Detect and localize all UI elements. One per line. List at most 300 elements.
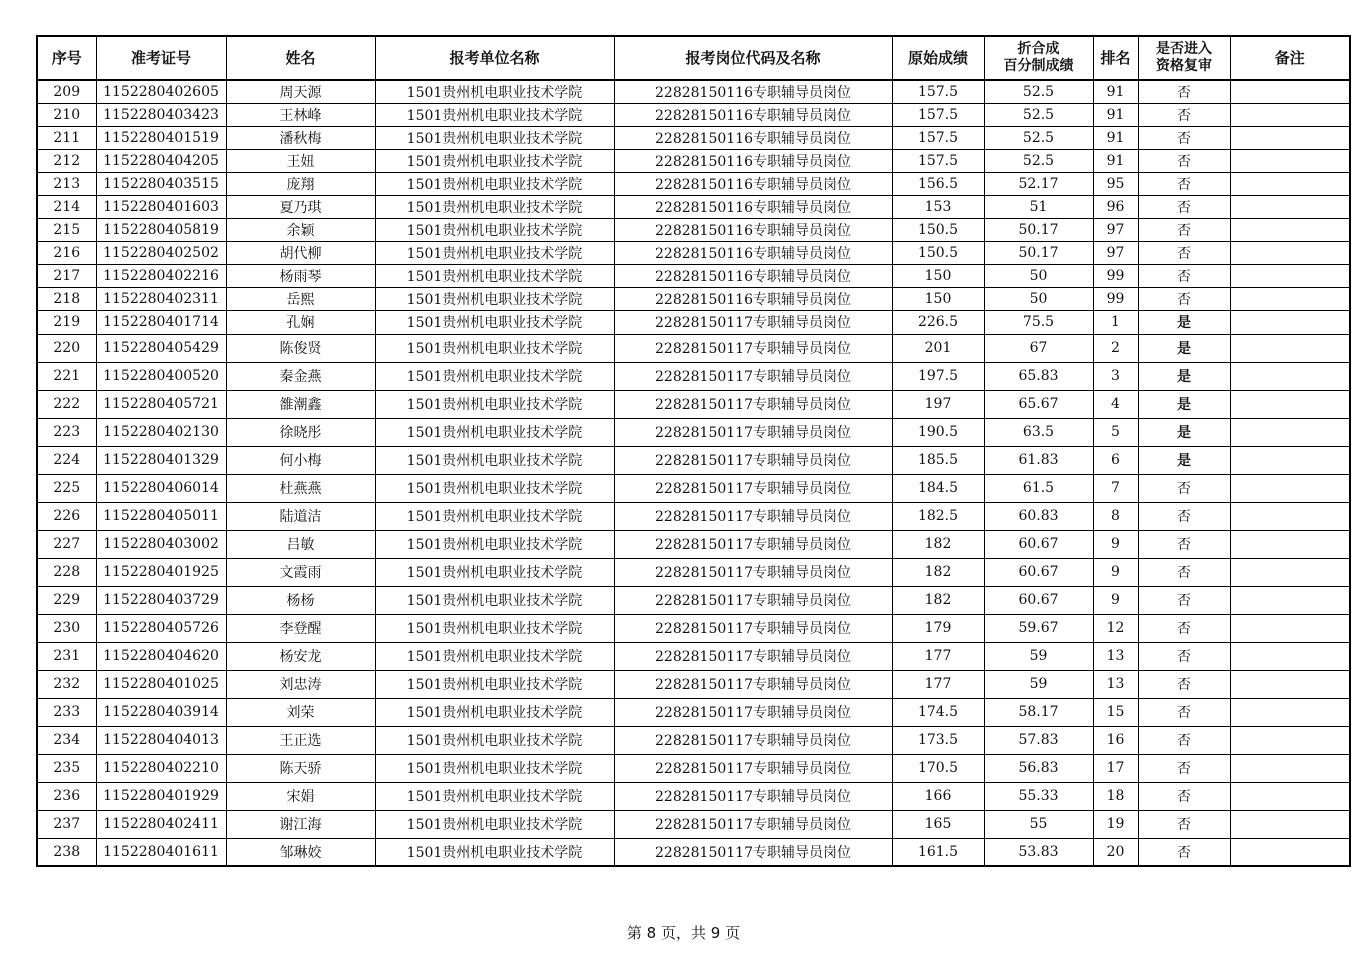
cell-rank: 12 bbox=[1093, 614, 1138, 642]
cell-name: 宋娟 bbox=[226, 782, 375, 810]
cell-pct-score: 59 bbox=[984, 642, 1093, 670]
table-header-row bbox=[37, 36, 1350, 80]
header-remark: 备注 bbox=[1230, 36, 1350, 80]
cell-qualify: 否 bbox=[1138, 754, 1230, 782]
cell-qualify: 否 bbox=[1138, 726, 1230, 754]
cell-name: 胡代柳 bbox=[226, 241, 375, 264]
cell-raw-score: 177 bbox=[892, 670, 984, 698]
header-qualify-line2: 资格复审 bbox=[1156, 58, 1212, 74]
cell-name: 杨杨 bbox=[226, 586, 375, 614]
cell-raw-score: 166 bbox=[892, 782, 984, 810]
cell-seq: 228 bbox=[37, 558, 96, 586]
cell-post: 22828150117专职辅导员岗位 bbox=[614, 418, 892, 446]
cell-seq: 231 bbox=[37, 642, 96, 670]
cell-unit: 1501贵州机电职业技术学院 bbox=[375, 698, 614, 726]
cell-post: 22828150116专职辅导员岗位 bbox=[614, 149, 892, 172]
cell-seq: 214 bbox=[37, 195, 96, 218]
cell-remark bbox=[1230, 530, 1350, 558]
cell-unit: 1501贵州机电职业技术学院 bbox=[375, 103, 614, 126]
cell-ticket: 1152280403423 bbox=[96, 103, 226, 126]
cell-post: 22828150116专职辅导员岗位 bbox=[614, 287, 892, 310]
cell-ticket: 1152280401714 bbox=[96, 310, 226, 334]
cell-pct-score: 50.17 bbox=[984, 218, 1093, 241]
cell-post: 22828150116专职辅导员岗位 bbox=[614, 126, 892, 149]
cell-seq: 209 bbox=[37, 80, 96, 103]
cell-rank: 91 bbox=[1093, 103, 1138, 126]
cell-rank: 6 bbox=[1093, 446, 1138, 474]
cell-remark bbox=[1230, 172, 1350, 195]
cell-pct-score: 63.5 bbox=[984, 418, 1093, 446]
table-row bbox=[37, 172, 1350, 195]
cell-post: 22828150117专职辅导员岗位 bbox=[614, 446, 892, 474]
cell-unit: 1501贵州机电职业技术学院 bbox=[375, 474, 614, 502]
cell-seq: 232 bbox=[37, 670, 96, 698]
cell-rank: 15 bbox=[1093, 698, 1138, 726]
cell-post: 22828150117专职辅导员岗位 bbox=[614, 502, 892, 530]
cell-qualify: 是 bbox=[1138, 310, 1230, 334]
cell-ticket: 1152280404205 bbox=[96, 149, 226, 172]
cell-raw-score: 170.5 bbox=[892, 754, 984, 782]
cell-raw-score: 185.5 bbox=[892, 446, 984, 474]
cell-seq: 216 bbox=[37, 241, 96, 264]
cell-raw-score: 177 bbox=[892, 642, 984, 670]
cell-qualify: 否 bbox=[1138, 218, 1230, 241]
cell-raw-score: 190.5 bbox=[892, 418, 984, 446]
table-row bbox=[37, 502, 1350, 530]
cell-remark bbox=[1230, 103, 1350, 126]
cell-rank: 8 bbox=[1093, 502, 1138, 530]
table-body bbox=[37, 80, 1350, 866]
cell-unit: 1501贵州机电职业技术学院 bbox=[375, 172, 614, 195]
cell-remark bbox=[1230, 670, 1350, 698]
cell-unit: 1501贵州机电职业技术学院 bbox=[375, 80, 614, 103]
table-row bbox=[37, 810, 1350, 838]
cell-rank: 9 bbox=[1093, 558, 1138, 586]
cell-name: 邹琳姣 bbox=[226, 838, 375, 866]
cell-rank: 96 bbox=[1093, 195, 1138, 218]
cell-seq: 225 bbox=[37, 474, 96, 502]
cell-remark bbox=[1230, 810, 1350, 838]
cell-unit: 1501贵州机电职业技术学院 bbox=[375, 264, 614, 287]
cell-unit: 1501贵州机电职业技术学院 bbox=[375, 149, 614, 172]
cell-raw-score: 179 bbox=[892, 614, 984, 642]
cell-pct-score: 50 bbox=[984, 264, 1093, 287]
cell-post: 22828150117专职辅导员岗位 bbox=[614, 390, 892, 418]
cell-name: 陈天骄 bbox=[226, 754, 375, 782]
cell-post: 22828150117专职辅导员岗位 bbox=[614, 782, 892, 810]
cell-name: 孔娴 bbox=[226, 310, 375, 334]
cell-pct-score: 58.17 bbox=[984, 698, 1093, 726]
cell-name: 杜燕燕 bbox=[226, 474, 375, 502]
cell-qualify: 否 bbox=[1138, 810, 1230, 838]
cell-seq: 229 bbox=[37, 586, 96, 614]
cell-seq: 218 bbox=[37, 287, 96, 310]
cell-raw-score: 165 bbox=[892, 810, 984, 838]
cell-post: 22828150117专职辅导员岗位 bbox=[614, 726, 892, 754]
cell-ticket: 1152280403515 bbox=[96, 172, 226, 195]
header-rank: 排名 bbox=[1093, 36, 1138, 80]
cell-rank: 9 bbox=[1093, 530, 1138, 558]
cell-unit: 1501贵州机电职业技术学院 bbox=[375, 614, 614, 642]
cell-ticket: 1152280405721 bbox=[96, 390, 226, 418]
cell-qualify: 否 bbox=[1138, 838, 1230, 866]
cell-raw-score: 157.5 bbox=[892, 80, 984, 103]
cell-unit: 1501贵州机电职业技术学院 bbox=[375, 642, 614, 670]
cell-raw-score: 174.5 bbox=[892, 698, 984, 726]
cell-name: 刘忠涛 bbox=[226, 670, 375, 698]
cell-ticket: 1152280402216 bbox=[96, 264, 226, 287]
cell-seq: 213 bbox=[37, 172, 96, 195]
cell-qualify: 否 bbox=[1138, 126, 1230, 149]
cell-qualify: 是 bbox=[1138, 362, 1230, 390]
cell-unit: 1501贵州机电职业技术学院 bbox=[375, 726, 614, 754]
cell-seq: 217 bbox=[37, 264, 96, 287]
cell-ticket: 1152280402210 bbox=[96, 754, 226, 782]
cell-qualify: 否 bbox=[1138, 782, 1230, 810]
header-pct-score bbox=[984, 36, 1093, 80]
table-row bbox=[37, 218, 1350, 241]
header-qualify-line1: 是否进入 bbox=[1156, 41, 1212, 57]
cell-name: 杨安龙 bbox=[226, 642, 375, 670]
cell-post: 22828150117专职辅导员岗位 bbox=[614, 754, 892, 782]
cell-post: 22828150117专职辅导员岗位 bbox=[614, 474, 892, 502]
cell-seq: 238 bbox=[37, 838, 96, 866]
cell-qualify: 是 bbox=[1138, 390, 1230, 418]
cell-qualify: 是 bbox=[1138, 418, 1230, 446]
cell-name: 李登醒 bbox=[226, 614, 375, 642]
cell-ticket: 1152280404013 bbox=[96, 726, 226, 754]
header-pct-score-line2: 百分制成绩 bbox=[1003, 58, 1074, 74]
header-pct-score-line1: 折合成 bbox=[1017, 41, 1060, 57]
cell-qualify: 否 bbox=[1138, 149, 1230, 172]
cell-remark bbox=[1230, 287, 1350, 310]
table-row bbox=[37, 195, 1350, 218]
cell-name: 陈俊贤 bbox=[226, 334, 375, 362]
cell-seq: 234 bbox=[37, 726, 96, 754]
cell-qualify: 否 bbox=[1138, 642, 1230, 670]
cell-rank: 20 bbox=[1093, 838, 1138, 866]
cell-name: 王正选 bbox=[226, 726, 375, 754]
cell-remark bbox=[1230, 149, 1350, 172]
cell-raw-score: 150 bbox=[892, 264, 984, 287]
cell-rank: 17 bbox=[1093, 754, 1138, 782]
cell-rank: 1 bbox=[1093, 310, 1138, 334]
cell-rank: 13 bbox=[1093, 670, 1138, 698]
cell-raw-score: 197.5 bbox=[892, 362, 984, 390]
cell-ticket: 1152280402502 bbox=[96, 241, 226, 264]
cell-qualify: 否 bbox=[1138, 172, 1230, 195]
cell-rank: 2 bbox=[1093, 334, 1138, 362]
header-post: 报考岗位代码及名称 bbox=[614, 36, 892, 80]
cell-name: 陆道洁 bbox=[226, 502, 375, 530]
table-row bbox=[37, 362, 1350, 390]
cell-rank: 97 bbox=[1093, 218, 1138, 241]
cell-ticket: 1152280402311 bbox=[96, 287, 226, 310]
cell-ticket: 1152280405819 bbox=[96, 218, 226, 241]
cell-unit: 1501贵州机电职业技术学院 bbox=[375, 390, 614, 418]
cell-unit: 1501贵州机电职业技术学院 bbox=[375, 362, 614, 390]
cell-seq: 235 bbox=[37, 754, 96, 782]
cell-rank: 9 bbox=[1093, 586, 1138, 614]
cell-name: 周天源 bbox=[226, 80, 375, 103]
cell-rank: 99 bbox=[1093, 287, 1138, 310]
cell-seq: 237 bbox=[37, 810, 96, 838]
cell-ticket: 1152280402605 bbox=[96, 80, 226, 103]
cell-pct-score: 65.67 bbox=[984, 390, 1093, 418]
cell-ticket: 1152280401025 bbox=[96, 670, 226, 698]
cell-post: 22828150117专职辅导员岗位 bbox=[614, 530, 892, 558]
table-row bbox=[37, 446, 1350, 474]
cell-unit: 1501贵州机电职业技术学院 bbox=[375, 310, 614, 334]
cell-remark bbox=[1230, 558, 1350, 586]
cell-pct-score: 52.5 bbox=[984, 80, 1093, 103]
cell-remark bbox=[1230, 126, 1350, 149]
cell-qualify: 否 bbox=[1138, 558, 1230, 586]
cell-qualify: 否 bbox=[1138, 474, 1230, 502]
cell-ticket: 1152280401929 bbox=[96, 782, 226, 810]
cell-post: 22828150116专职辅导员岗位 bbox=[614, 195, 892, 218]
cell-pct-score: 51 bbox=[984, 195, 1093, 218]
cell-ticket: 1152280403002 bbox=[96, 530, 226, 558]
cell-post: 22828150117专职辅导员岗位 bbox=[614, 614, 892, 642]
cell-post: 22828150117专职辅导员岗位 bbox=[614, 558, 892, 586]
cell-post: 22828150117专职辅导员岗位 bbox=[614, 310, 892, 334]
cell-remark bbox=[1230, 642, 1350, 670]
cell-raw-score: 201 bbox=[892, 334, 984, 362]
cell-seq: 221 bbox=[37, 362, 96, 390]
cell-rank: 99 bbox=[1093, 264, 1138, 287]
table-row bbox=[37, 586, 1350, 614]
cell-remark bbox=[1230, 782, 1350, 810]
cell-seq: 211 bbox=[37, 126, 96, 149]
table-row bbox=[37, 782, 1350, 810]
cell-ticket: 1152280405429 bbox=[96, 334, 226, 362]
cell-unit: 1501贵州机电职业技术学院 bbox=[375, 126, 614, 149]
header-ticket: 准考证号 bbox=[96, 36, 226, 80]
header-seq: 序号 bbox=[37, 36, 96, 80]
cell-raw-score: 157.5 bbox=[892, 103, 984, 126]
cell-post: 22828150116专职辅导员岗位 bbox=[614, 172, 892, 195]
cell-post: 22828150116专职辅导员岗位 bbox=[614, 103, 892, 126]
cell-seq: 230 bbox=[37, 614, 96, 642]
cell-name: 文霞雨 bbox=[226, 558, 375, 586]
cell-rank: 91 bbox=[1093, 80, 1138, 103]
cell-post: 22828150116专职辅导员岗位 bbox=[614, 241, 892, 264]
cell-unit: 1501贵州机电职业技术学院 bbox=[375, 241, 614, 264]
cell-unit: 1501贵州机电职业技术学院 bbox=[375, 195, 614, 218]
page-footer: 第 8 页，共 9 页 bbox=[626, 924, 741, 942]
cell-pct-score: 52.17 bbox=[984, 172, 1093, 195]
cell-name: 余颖 bbox=[226, 218, 375, 241]
cell-qualify: 否 bbox=[1138, 670, 1230, 698]
cell-pct-score: 67 bbox=[984, 334, 1093, 362]
cell-unit: 1501贵州机电职业技术学院 bbox=[375, 530, 614, 558]
cell-raw-score: 182 bbox=[892, 530, 984, 558]
cell-unit: 1501贵州机电职业技术学院 bbox=[375, 754, 614, 782]
table-row bbox=[37, 670, 1350, 698]
cell-pct-score: 65.83 bbox=[984, 362, 1093, 390]
cell-seq: 212 bbox=[37, 149, 96, 172]
cell-unit: 1501贵州机电职业技术学院 bbox=[375, 287, 614, 310]
table-row bbox=[37, 241, 1350, 264]
cell-remark bbox=[1230, 446, 1350, 474]
cell-name: 徐晓彤 bbox=[226, 418, 375, 446]
table-row bbox=[37, 334, 1350, 362]
cell-qualify: 否 bbox=[1138, 264, 1230, 287]
cell-qualify: 是 bbox=[1138, 334, 1230, 362]
cell-rank: 95 bbox=[1093, 172, 1138, 195]
cell-pct-score: 52.5 bbox=[984, 103, 1093, 126]
cell-rank: 97 bbox=[1093, 241, 1138, 264]
cell-qualify: 否 bbox=[1138, 530, 1230, 558]
table-row bbox=[37, 530, 1350, 558]
cell-seq: 210 bbox=[37, 103, 96, 126]
cell-rank: 13 bbox=[1093, 642, 1138, 670]
cell-qualify: 否 bbox=[1138, 103, 1230, 126]
table-row bbox=[37, 726, 1350, 754]
cell-unit: 1501贵州机电职业技术学院 bbox=[375, 810, 614, 838]
cell-unit: 1501贵州机电职业技术学院 bbox=[375, 446, 614, 474]
cell-rank: 7 bbox=[1093, 474, 1138, 502]
cell-unit: 1501贵州机电职业技术学院 bbox=[375, 558, 614, 586]
cell-remark bbox=[1230, 838, 1350, 866]
cell-ticket: 1152280401329 bbox=[96, 446, 226, 474]
cell-seq: 223 bbox=[37, 418, 96, 446]
cell-pct-score: 55 bbox=[984, 810, 1093, 838]
header-raw-score: 原始成绩 bbox=[892, 36, 984, 80]
cell-remark bbox=[1230, 195, 1350, 218]
table-row bbox=[37, 418, 1350, 446]
cell-rank: 91 bbox=[1093, 126, 1138, 149]
cell-pct-score: 60.67 bbox=[984, 558, 1093, 586]
cell-remark bbox=[1230, 264, 1350, 287]
cell-qualify: 否 bbox=[1138, 241, 1230, 264]
cell-name: 谢江海 bbox=[226, 810, 375, 838]
cell-qualify: 否 bbox=[1138, 614, 1230, 642]
cell-seq: 219 bbox=[37, 310, 96, 334]
cell-raw-score: 184.5 bbox=[892, 474, 984, 502]
cell-ticket: 1152280404620 bbox=[96, 642, 226, 670]
cell-name: 雒潮鑫 bbox=[226, 390, 375, 418]
cell-pct-score: 53.83 bbox=[984, 838, 1093, 866]
cell-post: 22828150117专职辅导员岗位 bbox=[614, 642, 892, 670]
cell-name: 吕敏 bbox=[226, 530, 375, 558]
cell-qualify: 否 bbox=[1138, 80, 1230, 103]
cell-pct-score: 61.83 bbox=[984, 446, 1093, 474]
cell-raw-score: 173.5 bbox=[892, 726, 984, 754]
table-row bbox=[37, 80, 1350, 103]
cell-qualify: 否 bbox=[1138, 586, 1230, 614]
cell-remark bbox=[1230, 586, 1350, 614]
cell-remark bbox=[1230, 390, 1350, 418]
cell-unit: 1501贵州机电职业技术学院 bbox=[375, 502, 614, 530]
table-row bbox=[37, 103, 1350, 126]
cell-remark bbox=[1230, 218, 1350, 241]
cell-ticket: 1152280405726 bbox=[96, 614, 226, 642]
cell-pct-score: 56.83 bbox=[984, 754, 1093, 782]
cell-name: 王林峰 bbox=[226, 103, 375, 126]
cell-seq: 227 bbox=[37, 530, 96, 558]
cell-seq: 226 bbox=[37, 502, 96, 530]
cell-name: 王妞 bbox=[226, 149, 375, 172]
cell-remark bbox=[1230, 334, 1350, 362]
cell-unit: 1501贵州机电职业技术学院 bbox=[375, 218, 614, 241]
cell-post: 22828150116专职辅导员岗位 bbox=[614, 80, 892, 103]
cell-post: 22828150117专职辅导员岗位 bbox=[614, 698, 892, 726]
cell-post: 22828150116专职辅导员岗位 bbox=[614, 218, 892, 241]
cell-rank: 91 bbox=[1093, 149, 1138, 172]
cell-raw-score: 197 bbox=[892, 390, 984, 418]
cell-pct-score: 57.83 bbox=[984, 726, 1093, 754]
cell-pct-score: 55.33 bbox=[984, 782, 1093, 810]
cell-remark bbox=[1230, 614, 1350, 642]
cell-ticket: 1152280403729 bbox=[96, 586, 226, 614]
cell-qualify: 否 bbox=[1138, 698, 1230, 726]
cell-rank: 19 bbox=[1093, 810, 1138, 838]
cell-unit: 1501贵州机电职业技术学院 bbox=[375, 334, 614, 362]
cell-name: 庞翔 bbox=[226, 172, 375, 195]
cell-rank: 5 bbox=[1093, 418, 1138, 446]
cell-raw-score: 226.5 bbox=[892, 310, 984, 334]
cell-raw-score: 182 bbox=[892, 586, 984, 614]
cell-seq: 215 bbox=[37, 218, 96, 241]
cell-seq: 224 bbox=[37, 446, 96, 474]
cell-raw-score: 157.5 bbox=[892, 149, 984, 172]
cell-pct-score: 59 bbox=[984, 670, 1093, 698]
cell-qualify: 否 bbox=[1138, 195, 1230, 218]
cell-pct-score: 52.5 bbox=[984, 149, 1093, 172]
cell-remark bbox=[1230, 310, 1350, 334]
cell-qualify: 否 bbox=[1138, 287, 1230, 310]
cell-qualify: 是 bbox=[1138, 446, 1230, 474]
cell-post: 22828150117专职辅导员岗位 bbox=[614, 670, 892, 698]
table-row bbox=[37, 558, 1350, 586]
cell-pct-score: 50.17 bbox=[984, 241, 1093, 264]
cell-unit: 1501贵州机电职业技术学院 bbox=[375, 670, 614, 698]
cell-post: 22828150117专职辅导员岗位 bbox=[614, 810, 892, 838]
table-row bbox=[37, 838, 1350, 866]
cell-ticket: 1152280401611 bbox=[96, 838, 226, 866]
cell-pct-score: 59.67 bbox=[984, 614, 1093, 642]
cell-qualify: 否 bbox=[1138, 502, 1230, 530]
table-row bbox=[37, 390, 1350, 418]
cell-ticket: 1152280403914 bbox=[96, 698, 226, 726]
table-row bbox=[37, 754, 1350, 782]
cell-post: 22828150117专职辅导员岗位 bbox=[614, 586, 892, 614]
cell-seq: 236 bbox=[37, 782, 96, 810]
cell-unit: 1501贵州机电职业技术学院 bbox=[375, 782, 614, 810]
cell-remark bbox=[1230, 754, 1350, 782]
cell-raw-score: 182.5 bbox=[892, 502, 984, 530]
cell-name: 杨雨琴 bbox=[226, 264, 375, 287]
table-row bbox=[37, 310, 1350, 334]
cell-raw-score: 150.5 bbox=[892, 218, 984, 241]
table-row bbox=[37, 642, 1350, 670]
cell-pct-score: 60.67 bbox=[984, 586, 1093, 614]
table-row bbox=[37, 614, 1350, 642]
table-row bbox=[37, 126, 1350, 149]
cell-post: 22828150117专职辅导员岗位 bbox=[614, 838, 892, 866]
cell-name: 潘秋梅 bbox=[226, 126, 375, 149]
table-row bbox=[37, 149, 1350, 172]
cell-ticket: 1152280401519 bbox=[96, 126, 226, 149]
cell-rank: 3 bbox=[1093, 362, 1138, 390]
cell-rank: 16 bbox=[1093, 726, 1138, 754]
cell-pct-score: 60.83 bbox=[984, 502, 1093, 530]
cell-raw-score: 150 bbox=[892, 287, 984, 310]
cell-seq: 220 bbox=[37, 334, 96, 362]
cell-rank: 4 bbox=[1093, 390, 1138, 418]
